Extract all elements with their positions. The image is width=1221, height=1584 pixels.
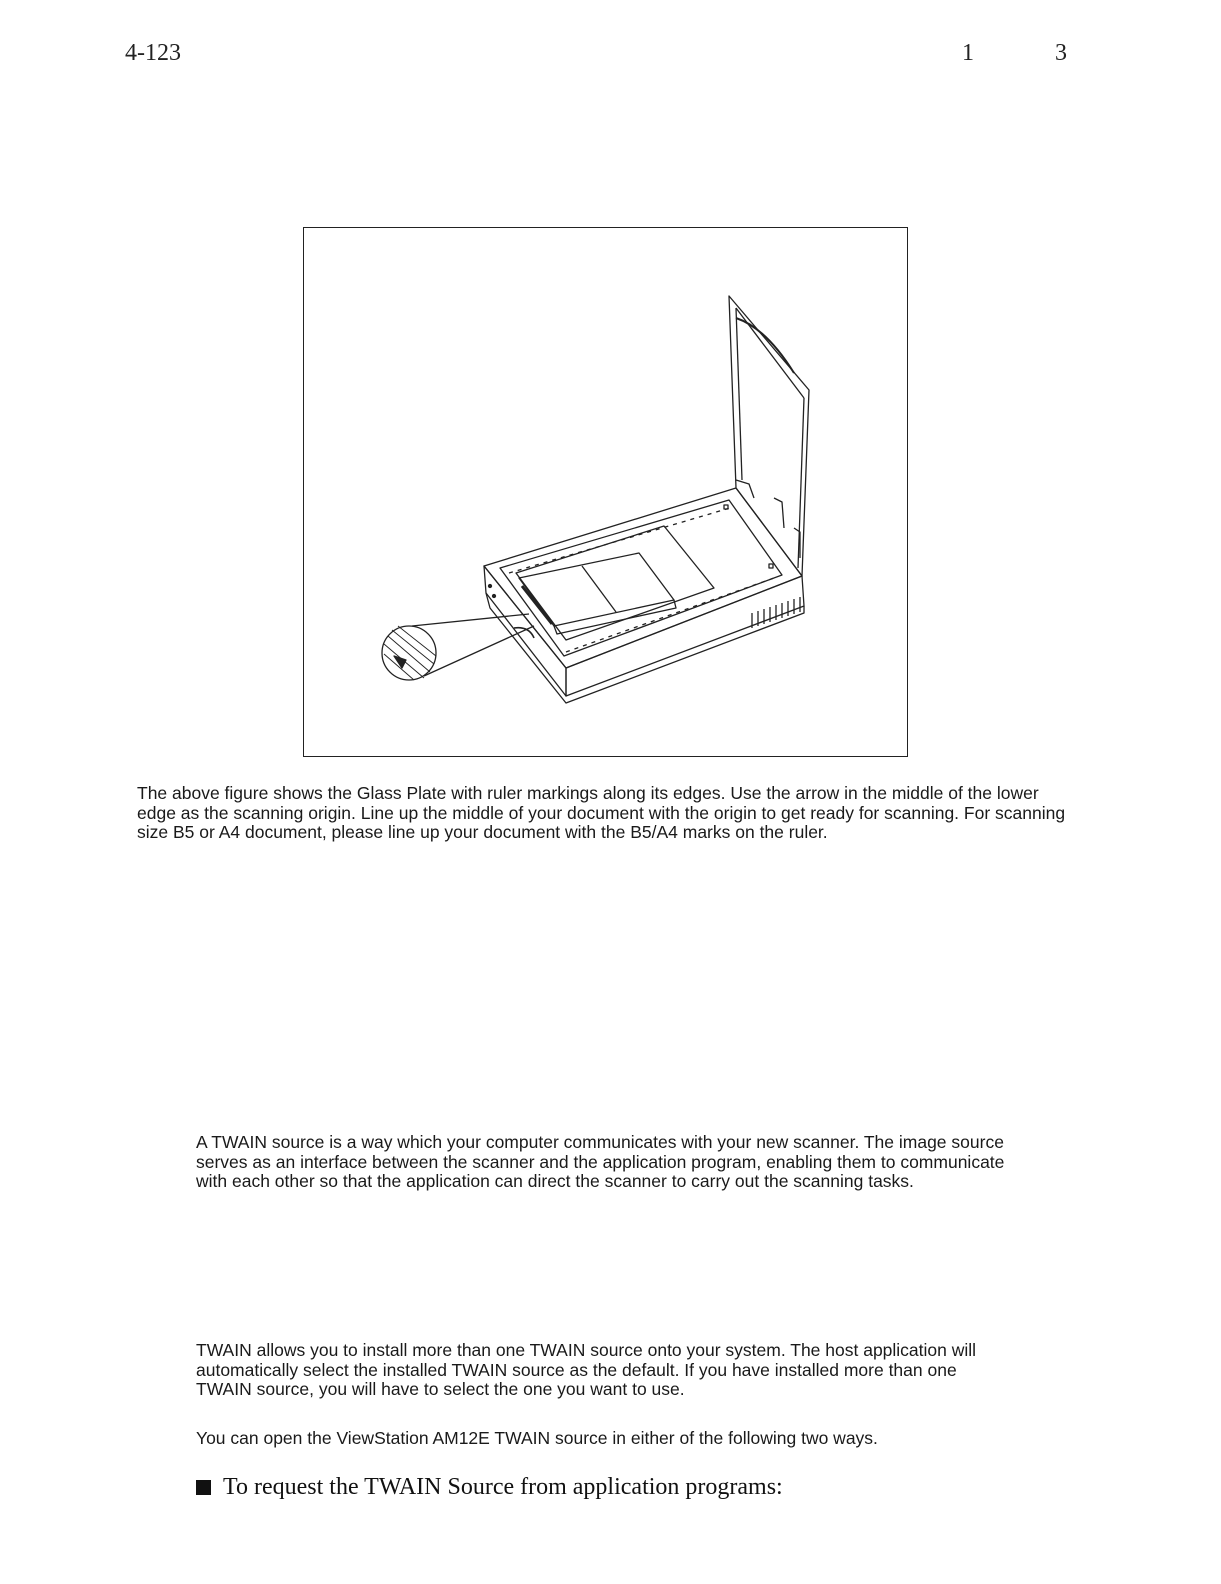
twain-multiple-paragraph: TWAIN allows you to install more than one TWAIN source onto your system. The host application will automatically select the installed TWAIN source as the default. If you have installed more than one TWAIN source, you will have to select the one you want to use. — [196, 1340, 977, 1399]
section-heading-text: To request the TWAIN Source from application programs: — [223, 1474, 783, 1500]
flatbed-scanner-illustration — [304, 228, 909, 758]
page-number-right: 3 — [1055, 40, 1067, 66]
glass-plate-paragraph: The above figure shows the Glass Plate with ruler markings along its edges. Use the arrow in the middle of the lower edge as the scanning origin. Line up the middle of your document with the origin to get ready for scanning. For scanning size B5 or A4 document, please line up your document with the B5/A4 marks on the ruler. — [137, 783, 1066, 842]
open-ways-paragraph: You can open the ViewStation AM12E TWAIN source in either of the following two ways. — [196, 1428, 878, 1448]
scanner-figure — [303, 227, 908, 757]
page-number-left: 1 — [962, 40, 974, 66]
document-id: 4-123 — [125, 40, 181, 66]
square-bullet-icon — [196, 1480, 211, 1495]
twain-intro-paragraph: A TWAIN source is a way which your computer communicates with your new scanner. The image source serves as an interface between the scanner and the application program, enabling them to communicate with each other so that the application can direct the scanner to carry out the scanning tasks. — [196, 1132, 1005, 1191]
section-heading — [196, 1474, 783, 1501]
